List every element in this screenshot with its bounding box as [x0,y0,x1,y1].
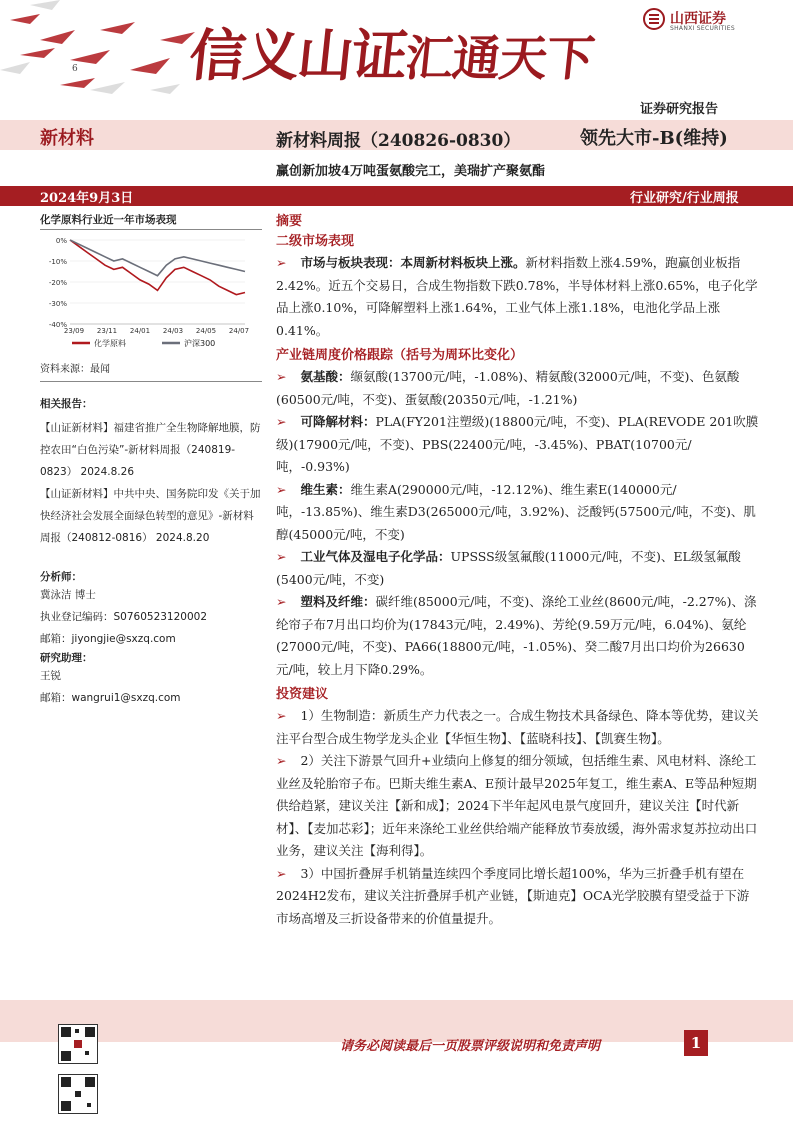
invest-item [276,863,760,931]
qr-code-icon [58,1074,98,1114]
chain-lead: 塑料及纤维： [300,594,376,609]
y-tick-label: -30% [48,300,67,308]
x-tick-label: 24/03 [162,327,184,335]
x-tick-label: 23/11 [96,327,118,335]
rating: 领先大市-B(维持) [580,128,728,149]
arrow-icon: ➢ [276,481,287,497]
market-paragraph [276,252,760,342]
company-logo-icon [643,8,665,30]
y-tick-label: -40% [48,321,67,329]
corner-number: 6 [72,64,78,74]
related-title: 相关报告： [40,398,93,410]
assistant-name: 王锐 [40,670,61,682]
assistant-email[interactable]: 邮箱：wangrui1@sxzq.com [40,692,181,704]
chain-text: PLA(FY201注塑级)(18800元/吨，不变)、PLA(REVODE 201吹膜级)(17900元/吨，不变)、PBS(22400元/吨，-3.45%)、PBAT(10700元/吨，-0.93%) [276,414,759,474]
legend-label: 沪深300 [184,339,216,348]
y-tick-label: 0% [55,237,67,245]
chain-text: UPSSS级氢氟酸(11000元/吨，不变)、EL级氢氟酸(5400元/吨，不变) [276,549,741,587]
page-number: 1 [684,1030,708,1056]
right-column [276,212,760,930]
x-tick-label: 24/01 [129,327,151,335]
y-tick-label: -20% [48,279,67,287]
invest-text: 2）关注下游景气回升+业绩向上修复的细分领域，包括维生素、风电材料、涤纶工业丝及轮胎帘子布。巴斯夫维生素A、E预计最早2025年复工，维生素A、E等品种短期供给趋紧，建议关注【新和成】；2024下半年起风电景气度回升，建议关注【时代新材】、【麦加芯彩】；近年来涤纶工业丝供给端产能释放节奏放缓，海外需求复苏拉动出口业务，建议关注【海利得】。 [276,753,758,858]
related-report[interactable]: 【山证新材料】福建省推广全生物降解地膜，防控农田“白色污染”-新材料周报（240819-0823） 2024.8.26 [40,422,261,478]
analyst-license: 执业登记编码：S0760523120002 [40,611,208,623]
chain-item [276,546,760,591]
y-tick-label: -10% [48,258,67,266]
market-lead: 市场与板块表现：本周新材料板块上涨。 [300,255,526,270]
chain-text: 碳纤维(85000元/吨，不变)、涤纶工业丝(8600元/吨，-2.27%)、涤纶帘子布7月出口均价为(17843元/吨，2.49%)、芳纶(9.59万元/吨，6.04%)、氨纶(27000元/吨，不变)、PA66(18800元/吨，-1.05%)、癸二酸7月出口均价为26630元/吨，较上月下降0.29%。 [276,594,757,677]
chart-source: 资料来源：最闻 [40,360,262,382]
invest-item [276,705,760,750]
report-subtitle: 赢创新加坡4万吨蛋氨酸完工，美瑞扩产聚氨酯 [276,164,546,179]
chain-item [276,411,760,479]
arrow-icon: ➢ [276,549,287,564]
page-header [0,0,793,120]
report-category: 行业研究/行业周报 [630,191,739,206]
company-name-en: SHANXI SECURITIES [670,25,735,32]
report-title: 新材料周报（240826-0830） [276,131,521,151]
chain-item [276,366,760,411]
arrow-icon: ➢ [276,255,287,270]
related-report[interactable]: 【山证新材料】中共中央、国务院印发《关于加快经济社会发展全面绿色转型的意见》-新材料周报（240812-0816） 2024.8.20 [40,488,261,544]
analyst-name: 冀泳洁 博士 [40,589,96,601]
chain-title: 产业链周度价格跟踪（括号为周环比变化） [276,348,524,363]
market-text: 新材料指数上涨4.59%，跑赢创业板指2.42%。近五个交易日，合成生物指数下跌0.78%，半导体材料上涨0.65%，电子化学品上涨0.10%，可降解塑料上涨1.64%，工业气体上涨1.18%，电池化学品上涨0.41%。 [276,255,758,338]
arrow-icon: ➢ [276,414,287,429]
invest-text: 3）中国折叠屏手机销量连续四个季度同比增长超100%，华为三折叠手机有望在2024H2发布，建议关注折叠屏手机产业链，【斯迪克】OCA光学胶膜有望受益于下游市场高增及三折设备带来的价值量提升。 [276,865,750,926]
analyst-title: 分析师： [40,571,82,583]
chart-title: 化学原料行业近一年市场表现 [40,212,262,230]
invest-text: 1）生物制造：新质生产力代表之一。合成生物技术具备绿色、降本等优势，建议关注平台型合成生物学龙头企业【华恒生物】、【蓝晓科技】、【凯赛生物】。 [276,708,759,746]
arrow-icon: ➢ [276,594,287,609]
chain-lead: 氨基酸： [300,369,351,384]
invest-title: 投资建议 [276,687,329,702]
company-name: 山西证券 [670,11,726,27]
arrow-icon: ➢ [276,369,287,384]
arrow-icon: ➢ [276,708,287,723]
series-line-hs300 [70,240,245,276]
chain-lead: 维生素： [300,481,351,497]
chain-lead: 可降解材料： [300,414,376,429]
slogan [186,12,598,92]
market-chart [40,234,250,354]
assistant-title: 研究助理： [40,652,93,664]
summary-title: 摘要 [276,214,303,229]
left-column [40,210,262,709]
market-title: 二级市场表现 [276,234,355,249]
invest-item [276,750,760,863]
analyst-email[interactable]: 邮箱：jiyongjie@sxzq.com [40,633,176,645]
chain-item [276,591,760,681]
arrow-icon: ➢ [276,753,287,768]
chain-text: 缬氨酸(13700元/吨，-1.08%)、精氨酸(32000元/吨，不变)、色氨酸(60500元/吨，不变)、蛋氨酸(20350元/吨，-1.21%) [276,369,740,407]
arrow-icon: ➢ [276,865,287,881]
series-line-chem [70,240,245,295]
legend-label: 化学原料 [94,339,126,348]
x-tick-label: 24/07 [228,327,250,335]
chain-text: 维生素A(290000元/吨，-12.12%)、维生素E(140000元/吨，-13.85%)、维生素D3(265000元/吨，3.92%)、泛酸钙(57500元/吨，不变)、肌醇(45000元/吨，不变) [276,481,756,542]
slogan-part2: 汇通天下 [402,31,597,87]
x-tick-label: 24/05 [195,327,217,335]
chain-item [276,479,760,547]
sector-label: 新材料 [40,128,94,149]
chain-lead: 工业气体及湿电子化学品： [300,549,451,564]
disclaimer: 请务必阅读最后一页股票评级说明和免责声明 [340,1039,601,1054]
x-tick-label: 23/09 [63,327,85,335]
report-date: 2024年9月3日 [40,191,134,206]
slogan-part1: 信义山证 [186,23,410,89]
report-type: 证券研究报告 [640,102,719,117]
qr-code-icon [58,1024,98,1064]
